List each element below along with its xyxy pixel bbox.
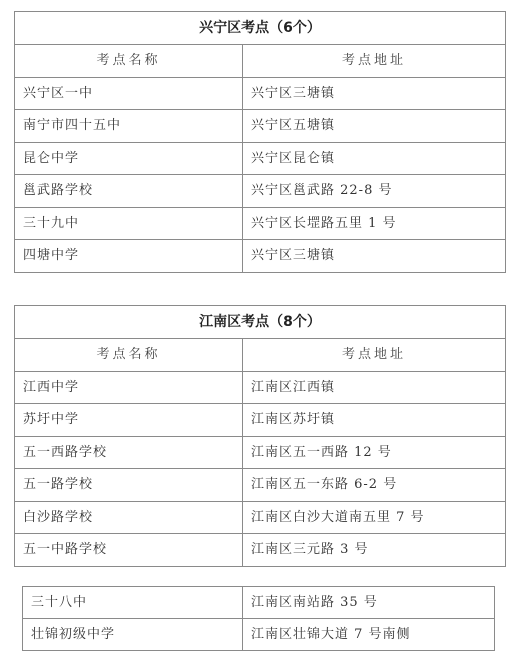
site-address-cell: 兴宁区三塘镇 [243, 240, 506, 273]
site-address-cell: 江南区壮锦大道 7 号南侧 [243, 619, 495, 651]
table-row [15, 501, 506, 534]
table-title-row [15, 306, 506, 339]
jiangnan-exam-sites-table [14, 305, 506, 567]
site-address-cell: 江南区三元路 3 号 [243, 534, 506, 567]
site-address-cell: 兴宁区昆仑镇 [243, 142, 506, 175]
column-header-site-name: 考点名称 [15, 45, 243, 78]
table-row [15, 371, 506, 404]
site-address-cell: 兴宁区长堽路五里 1 号 [243, 207, 506, 240]
table-row [15, 77, 506, 110]
jiangnan-exam-sites-table-continued [22, 586, 495, 651]
table-row [15, 404, 506, 437]
xingning-exam-sites-table [14, 11, 506, 273]
site-name-cell: 苏圩中学 [15, 404, 243, 437]
table-row [15, 534, 506, 567]
table-header-row [15, 339, 506, 372]
site-name-cell: 壮锦初级中学 [23, 619, 243, 651]
table-row [15, 436, 506, 469]
xingning-table-title: 兴宁区考点（6个） [15, 12, 506, 45]
site-name-cell: 昆仑中学 [15, 142, 243, 175]
table-row [23, 587, 495, 619]
site-name-cell: 三十八中 [23, 587, 243, 619]
site-address-cell: 江南区五一西路 12 号 [243, 436, 506, 469]
table-row [15, 469, 506, 502]
site-name-cell: 兴宁区一中 [15, 77, 243, 110]
site-address-cell: 江南区白沙大道南五里 7 号 [243, 501, 506, 534]
site-name-cell: 五一中路学校 [15, 534, 243, 567]
site-address-cell: 兴宁区五塘镇 [243, 110, 506, 143]
site-name-cell: 白沙路学校 [15, 501, 243, 534]
site-name-cell: 三十九中 [15, 207, 243, 240]
column-header-site-address: 考点地址 [243, 45, 506, 78]
site-name-cell: 五一西路学校 [15, 436, 243, 469]
site-address-cell: 兴宁区邕武路 22-8 号 [243, 175, 506, 208]
site-name-cell: 邕武路学校 [15, 175, 243, 208]
table-row [15, 175, 506, 208]
site-address-cell: 江南区苏圩镇 [243, 404, 506, 437]
site-name-cell: 五一路学校 [15, 469, 243, 502]
table-header-row [15, 45, 506, 78]
table-title-row [15, 12, 506, 45]
site-address-cell: 兴宁区三塘镇 [243, 77, 506, 110]
table-row [15, 207, 506, 240]
column-header-site-name: 考点名称 [15, 339, 243, 372]
table-row [15, 142, 506, 175]
table-row [15, 240, 506, 273]
jiangnan-table-title: 江南区考点（8个） [15, 306, 506, 339]
column-header-site-address: 考点地址 [243, 339, 506, 372]
table-row [15, 110, 506, 143]
site-address-cell: 江南区江西镇 [243, 371, 506, 404]
site-address-cell: 江南区南站路 35 号 [243, 587, 495, 619]
site-name-cell: 南宁市四十五中 [15, 110, 243, 143]
table-row [23, 619, 495, 651]
site-name-cell: 四塘中学 [15, 240, 243, 273]
site-address-cell: 江南区五一东路 6-2 号 [243, 469, 506, 502]
site-name-cell: 江西中学 [15, 371, 243, 404]
